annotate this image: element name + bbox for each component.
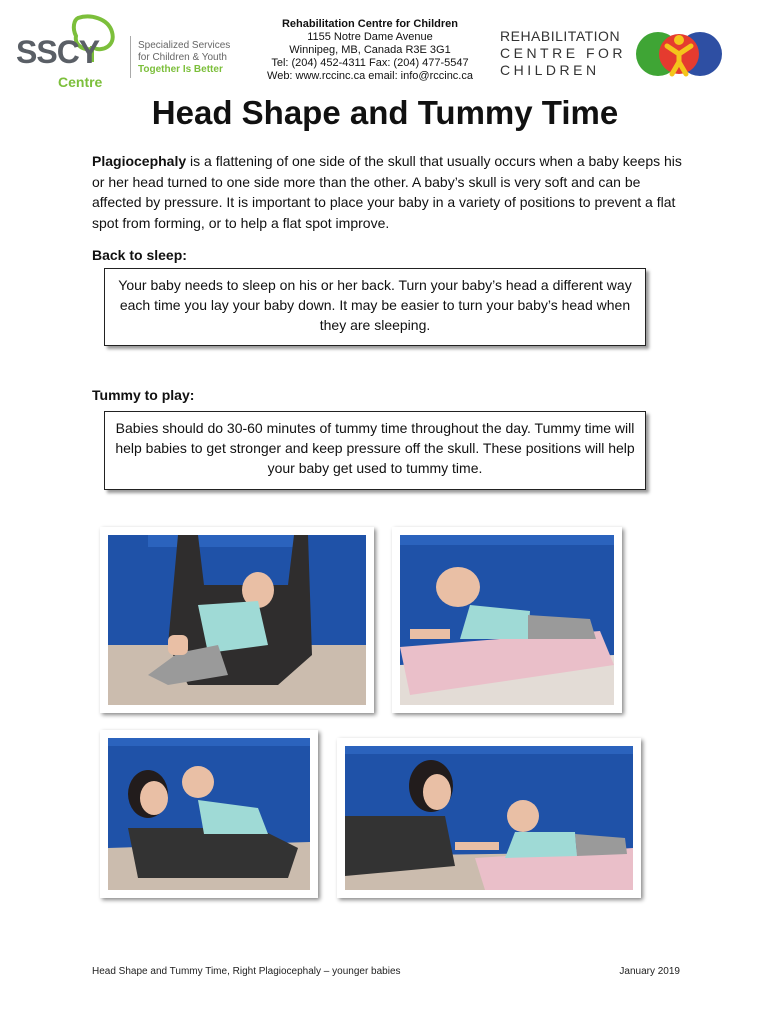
photo-tummy-time-mat bbox=[392, 527, 622, 713]
sscy-tagline: Specialized Services for Children & Youth Together Is Better bbox=[138, 40, 231, 75]
tummy-to-play-text: Babies should do 30-60 minutes of tummy time throughout the day. Tummy time will help babies to get stronger and keep pressure off the skull. These positions will help your baby get used to tummy time. bbox=[115, 420, 635, 476]
section-heading-tummy-to-play: Tummy to play: bbox=[92, 387, 195, 403]
intro-paragraph bbox=[92, 151, 682, 233]
sscy-centre-label: Centre bbox=[58, 74, 103, 90]
page-title: Head Shape and Tummy Time bbox=[151, 94, 619, 131]
tummy-to-play-box bbox=[104, 411, 646, 490]
intro-term: Plagiocephaly bbox=[92, 153, 187, 169]
sscy-wordmark: SSCY bbox=[16, 34, 100, 70]
rcc-wordmark: REHABILITATION CENTRE FOR CHILDREN bbox=[500, 28, 626, 78]
rcc-logo bbox=[634, 30, 724, 78]
photo-face-to-face bbox=[337, 738, 641, 898]
footer-document-title: Head Shape and Tummy Time, Right Plagiocephaly – younger babies bbox=[92, 966, 401, 977]
photo-baby-on-lap bbox=[100, 527, 374, 713]
back-to-sleep-text: Your baby needs to sleep on his or her back. Turn your baby’s head a different way each time you lay your baby down. It may be easier to turn your baby’s head when they are sleeping. bbox=[118, 277, 632, 333]
logo-divider bbox=[130, 36, 131, 78]
intro-text: is a flattening of one side of the skull that usually occurs when a baby keeps his or her head turned to one side more than the other. A baby’s skull is very soft and can be affected by pressure. It is important to place your baby in a variety of positions to prevent a flat spot from forming, or to help a flat spot improve. bbox=[92, 153, 682, 231]
contact-address: Rehabilitation Centre for Children 1155 Notre Dame Avenue Winnipeg, MB, Canada R3E 3G1 Tel: (204) 452-4311 Fax: (204) 477-5547 Web: www.rccinc.ca email: info@rccinc.ca bbox=[267, 18, 473, 82]
section-heading-back-to-sleep: Back to sleep: bbox=[92, 247, 187, 263]
back-to-sleep-box bbox=[104, 268, 646, 346]
footer-date: January 2019 bbox=[619, 966, 680, 977]
photo-baby-on-chest bbox=[100, 730, 318, 898]
rcc-circles-icon bbox=[634, 30, 724, 78]
